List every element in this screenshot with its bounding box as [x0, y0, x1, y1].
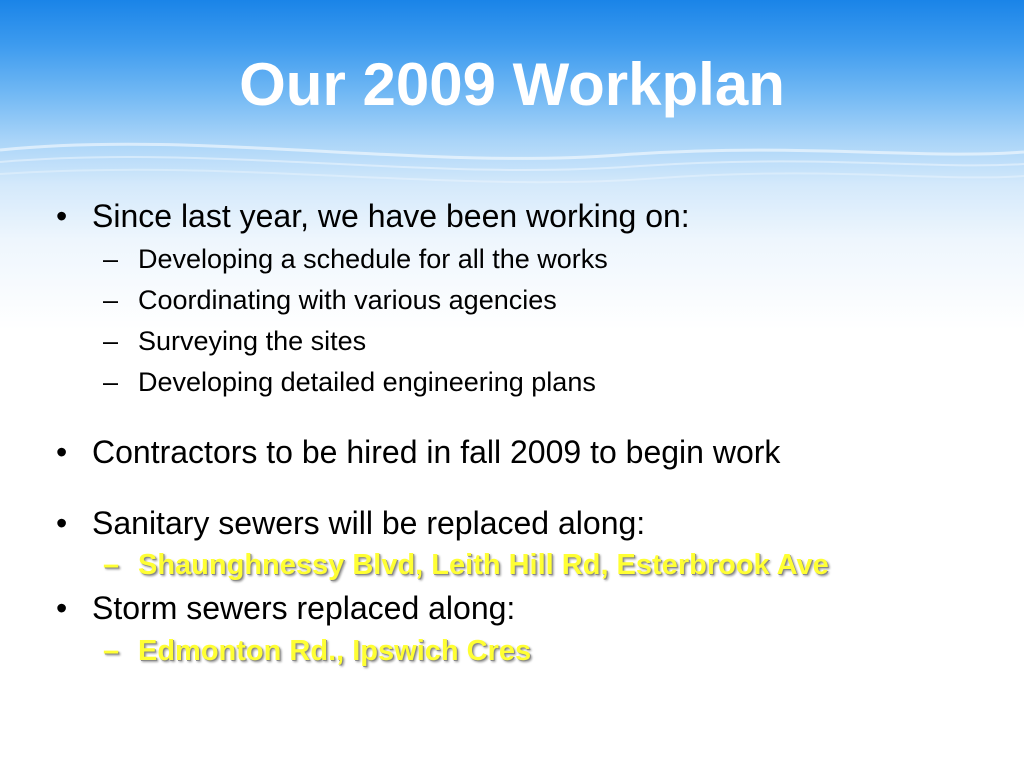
sub-item-text: Developing a schedule for all the works: [138, 244, 608, 274]
street-list: Shaunghnessy Blvd, Leith Hill Rd, Esterbrook Ave: [138, 549, 829, 581]
bullet-marker: •: [56, 505, 68, 541]
dash-marker: –: [103, 244, 119, 274]
bullet-marker: •: [56, 434, 68, 470]
dash-marker: –: [103, 367, 119, 397]
dash-marker: –: [103, 285, 119, 315]
dash-marker: –: [103, 549, 120, 581]
bullet-text: Storm sewers replaced along:: [92, 590, 516, 626]
slide-title: Our 2009 Workplan: [239, 51, 785, 118]
bullet-text: Since last year, we have been working on:: [92, 198, 690, 234]
street-list: Edmonton Rd., Ipswich Cres: [138, 635, 532, 667]
dash-marker: –: [103, 635, 120, 667]
bullet-text: Sanitary sewers will be replaced along:: [92, 505, 646, 541]
sub-item-text: Surveying the sites: [138, 326, 367, 356]
sub-item-text: Coordinating with various agencies: [138, 285, 557, 315]
dash-marker: –: [103, 326, 119, 356]
sub-item-text: Developing detailed engineering plans: [138, 367, 596, 397]
bullet-marker: •: [56, 590, 68, 626]
bullet-marker: •: [56, 198, 68, 234]
bullet-text: Contractors to be hired in fall 2009 to begin work: [92, 434, 781, 470]
